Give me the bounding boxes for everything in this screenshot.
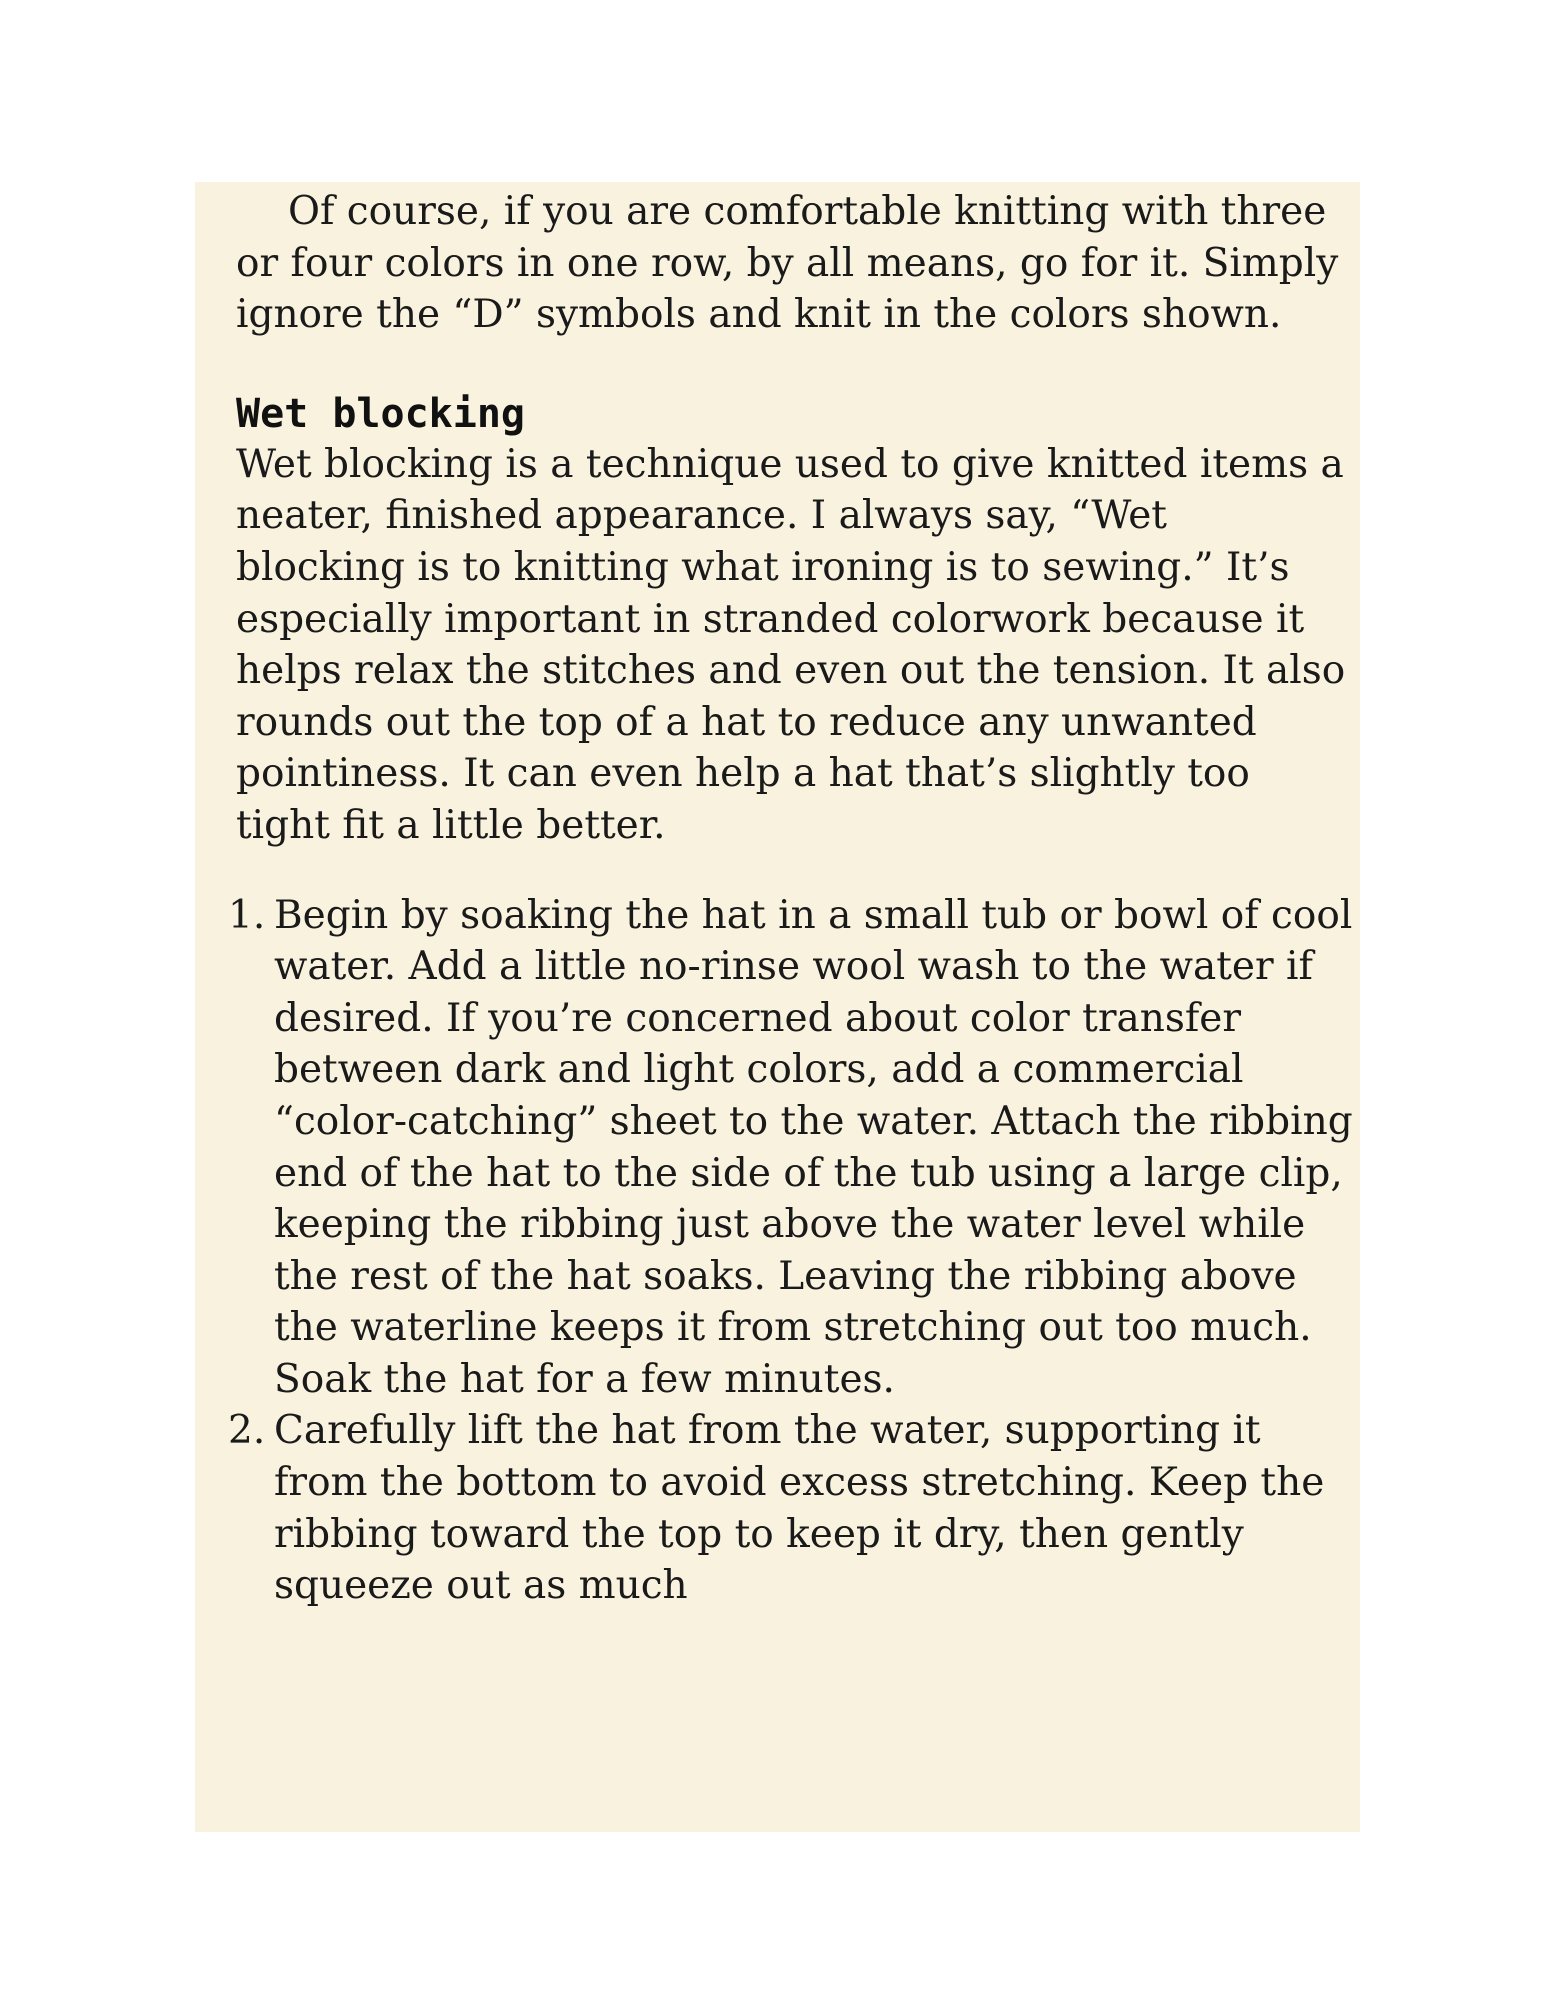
list-item <box>228 890 1356 1406</box>
list-item <box>228 1405 1356 1611</box>
step-number: 2. <box>228 1408 266 1454</box>
page-panel <box>195 182 1360 1832</box>
step-text: Carefully lift the hat from the water, supporting it from the bottom to avoid excess stretching. Keep the ribbing toward the top to keep it dry, then gently squeeze out as much <box>274 1408 1325 1609</box>
steps-list <box>228 890 1356 1612</box>
intro-paragraph: Of course, if you are comfortable knitting with three or four colors in one row, by all means, go for it. Simply ignore the “D” symbols and knit in the colors shown. <box>236 189 1339 338</box>
step-text: Begin by soaking the hat in a small tub or bowl of cool water. Add a little no-rinse wool wash to the water if desired. If you’re concerned about color transfer between dark and light colors, add a commercial “color-catching” sheet to the water. Attach the ribbing end of the hat to the side of the tub using a large clip, keeping the ribbing just above the water level while the rest of the hat soaks. Leaving the ribbing above the waterline keeps it from stretching out too much. Soak the hat for a few minutes. <box>274 892 1353 1402</box>
step-number: 1. <box>228 892 266 938</box>
section-heading: Wet blocking <box>236 390 525 437</box>
section-paragraph: Wet blocking is a technique used to give knitted items a neater, finished appearance. I always say, “Wet blocking is to knitting what ironing is to sewing.” It’s especially important in stranded colorwork because it helps relax the stitches and even out the tension. It also rounds out the top of a hat to reduce any unwanted pointiness. It can even help a hat that’s slightly too tight fit a little better. <box>236 441 1346 848</box>
